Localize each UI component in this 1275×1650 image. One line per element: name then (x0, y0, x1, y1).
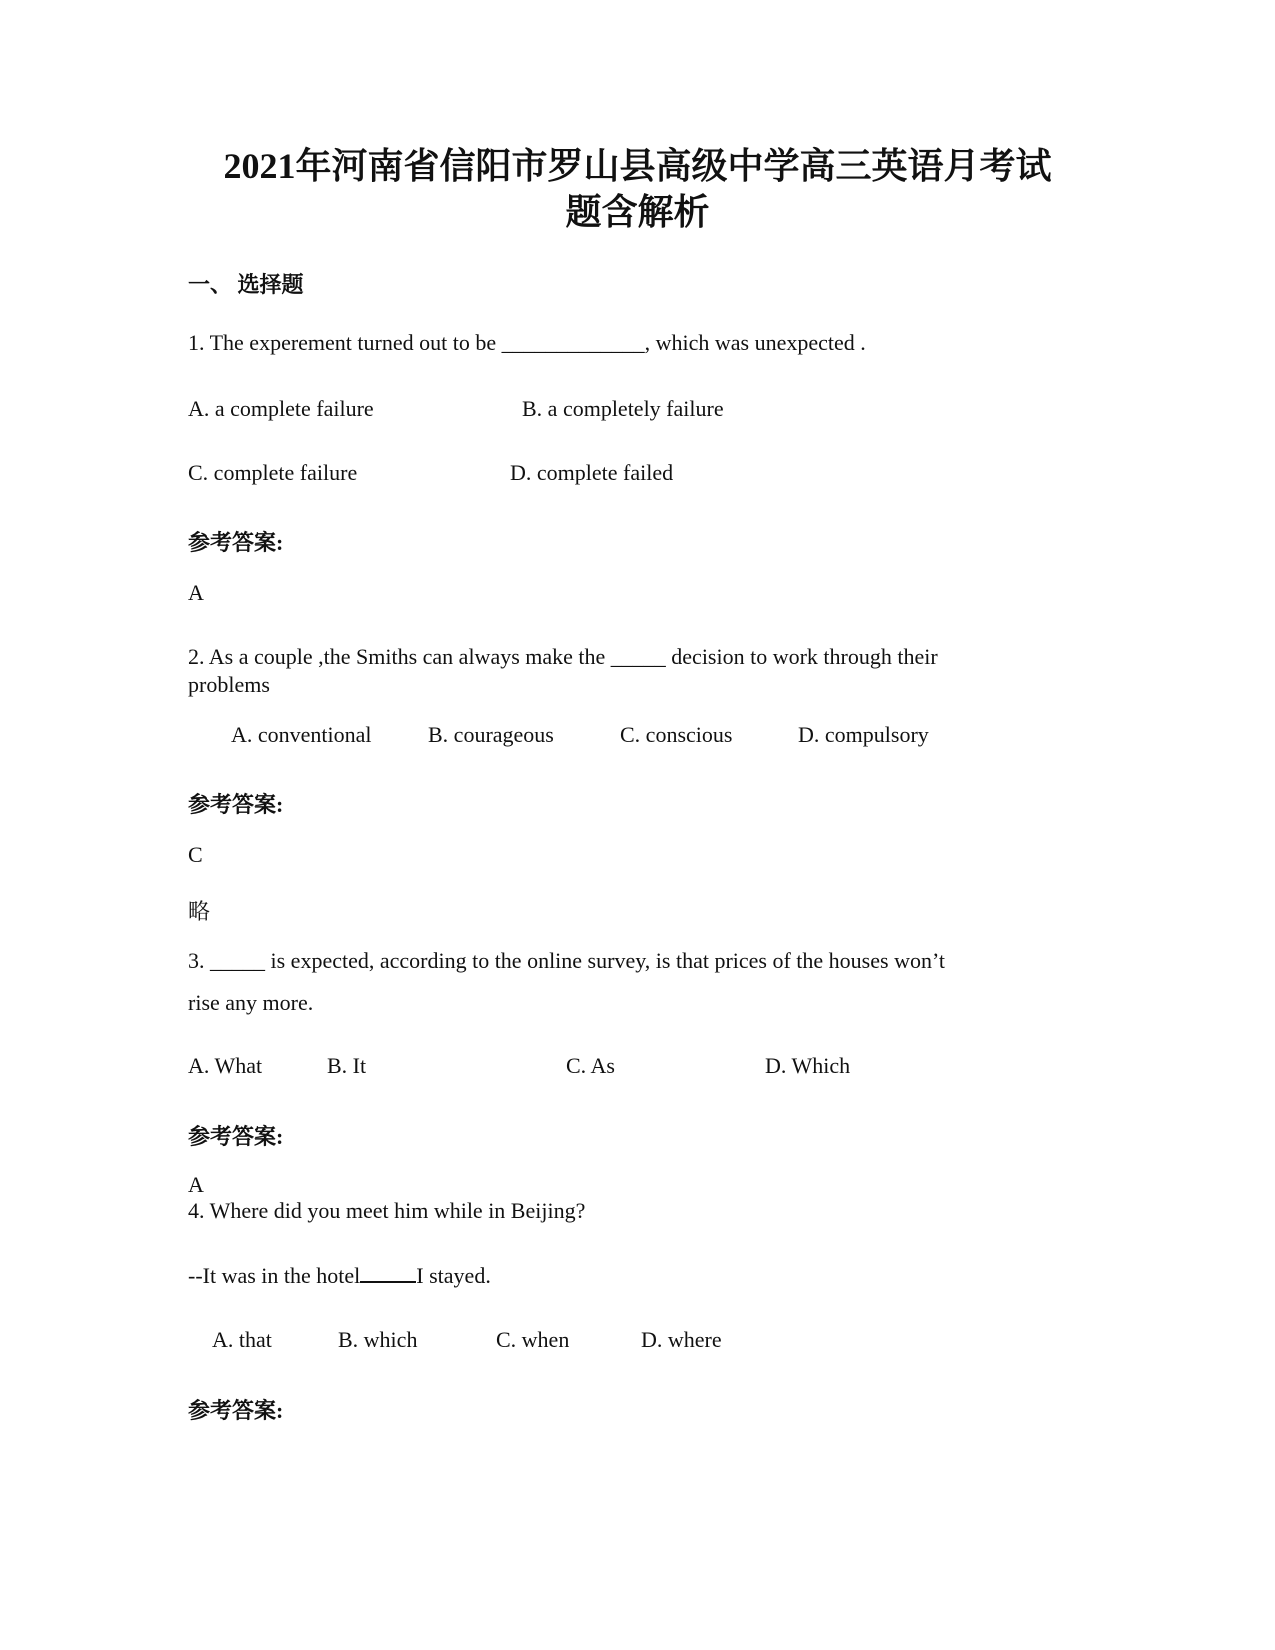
question-2-option-c: C. conscious (620, 722, 733, 747)
question-1-answer-label: 参考答案: (188, 530, 284, 555)
question-4-stem-after-blank: I stayed. (416, 1263, 491, 1288)
question-3-option-c: C. As (566, 1053, 615, 1078)
question-3-stem-line1: 3. _____ is expected, according to the online survey, is that prices of the houses won’t (188, 948, 945, 973)
question-1-answer: A (188, 580, 204, 605)
question-4-answer-label: 参考答案: (188, 1398, 284, 1423)
question-3-option-b: B. It (327, 1053, 367, 1078)
question-1-option-d: D. complete failed (510, 460, 674, 485)
question-4-stem-line1: 4. Where did you meet him while in Beijing? (188, 1198, 586, 1223)
question-4-option-c: C. when (496, 1327, 570, 1352)
question-3-option-d: D. Which (765, 1053, 851, 1078)
question-2-explanation: 略 (188, 899, 211, 924)
question-4-stem-line2 (188, 1263, 491, 1289)
question-3-stem-line2: rise any more. (188, 990, 314, 1015)
question-1-stem: 1. The experement turned out to be _____________, which was unexpected . (188, 330, 866, 355)
question-2-option-d: D. compulsory (798, 722, 929, 747)
question-1-option-b: B. a completely failure (522, 396, 724, 421)
document-title-line2: 题含解析 (565, 192, 710, 232)
question-4-option-d: D. where (641, 1327, 722, 1352)
question-1-option-a: A. a complete failure (188, 396, 374, 421)
question-3-option-a: A. What (188, 1053, 263, 1078)
question-2-stem-line1: 2. As a couple ,the Smiths can always make the _____ decision to work through their (188, 644, 938, 669)
question-4-option-a: A. that (212, 1327, 272, 1352)
section-heading: 一、 选择题 (188, 272, 304, 297)
question-2-option-a: A. conventional (231, 722, 372, 747)
question-2-answer: C (188, 842, 203, 867)
question-2-option-b: B. courageous (428, 722, 554, 747)
question-4-option-b: B. which (338, 1327, 418, 1352)
question-3-answer-label: 参考答案: (188, 1124, 284, 1149)
question-1-option-c: C. complete failure (188, 460, 358, 485)
question-3-answer: A (188, 1172, 204, 1197)
document-title-line1: 2021年河南省信阳市罗山县高级中学高三英语月考试 (223, 146, 1052, 186)
question-4-blank (360, 1263, 416, 1283)
question-2-answer-label: 参考答案: (188, 792, 284, 817)
question-2-stem-line2: problems (188, 672, 270, 697)
question-4-stem-before-blank: --It was in the hotel (188, 1263, 361, 1288)
